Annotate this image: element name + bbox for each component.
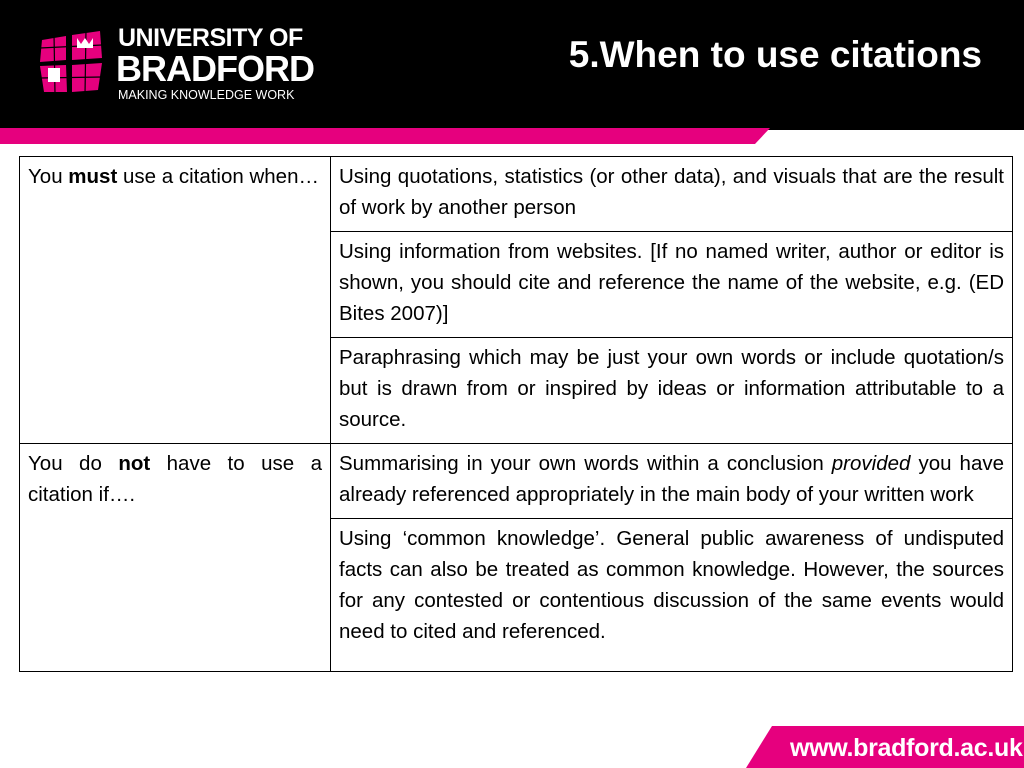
not-prefix: You do: [28, 452, 119, 475]
no-cite-item-common-knowledge: Using ‘common knowledge’. General public awareness of undisputed facts can also be treated as common knowledge. However, the sources for any contested or contentious discussion of the same events would need to cited and referenced.: [331, 519, 1013, 672]
must-prefix: You: [28, 165, 69, 188]
website-link[interactable]: www.bradford.ac.uk: [790, 734, 1023, 762]
no-cite-label-cell: [20, 444, 331, 672]
citation-table: [19, 156, 1013, 672]
not-emphasis: not: [118, 452, 151, 475]
table-row: [20, 444, 1013, 519]
summarising-before: Summarising in your own words within a conclusion: [339, 452, 832, 475]
must-item-quotations: Using quotations, statistics (or other data), and visuals that are the result of work by another person: [331, 157, 1013, 232]
no-cite-item-summarising: [331, 444, 1013, 519]
accent-stripe: [0, 128, 1024, 144]
must-suffix: use a citation when…: [117, 165, 319, 188]
slide-title: 5.When to use citations: [568, 34, 982, 75]
must-item-websites: Using information from websites. [If no named writer, author or editor is shown, you should cite and reference the name of the website, e.g. (ED Bites 2007)]: [331, 232, 1013, 338]
table-row: [20, 157, 1013, 232]
university-logo[interactable]: [36, 22, 326, 106]
must-cite-label-cell: [20, 157, 331, 444]
logo-tagline: MAKING KNOWLEDGE WORK: [118, 88, 295, 102]
not-suffix: have to use a citation if….: [28, 452, 322, 506]
logo-text-university-of: UNIVERSITY OF: [118, 24, 303, 52]
logo-crest-icon: [36, 26, 106, 98]
must-emphasis: must: [68, 165, 118, 188]
must-item-paraphrasing: Paraphrasing which may be just your own words or include quotation/s but is drawn from or inspired by ideas or information attributable to a source.: [331, 338, 1013, 444]
summarising-emphasis: provided: [831, 452, 911, 475]
logo-text-bradford: BRADFORD: [116, 48, 314, 89]
summarising-after: you have already referenced appropriately in the main body of your written work: [339, 452, 1004, 506]
